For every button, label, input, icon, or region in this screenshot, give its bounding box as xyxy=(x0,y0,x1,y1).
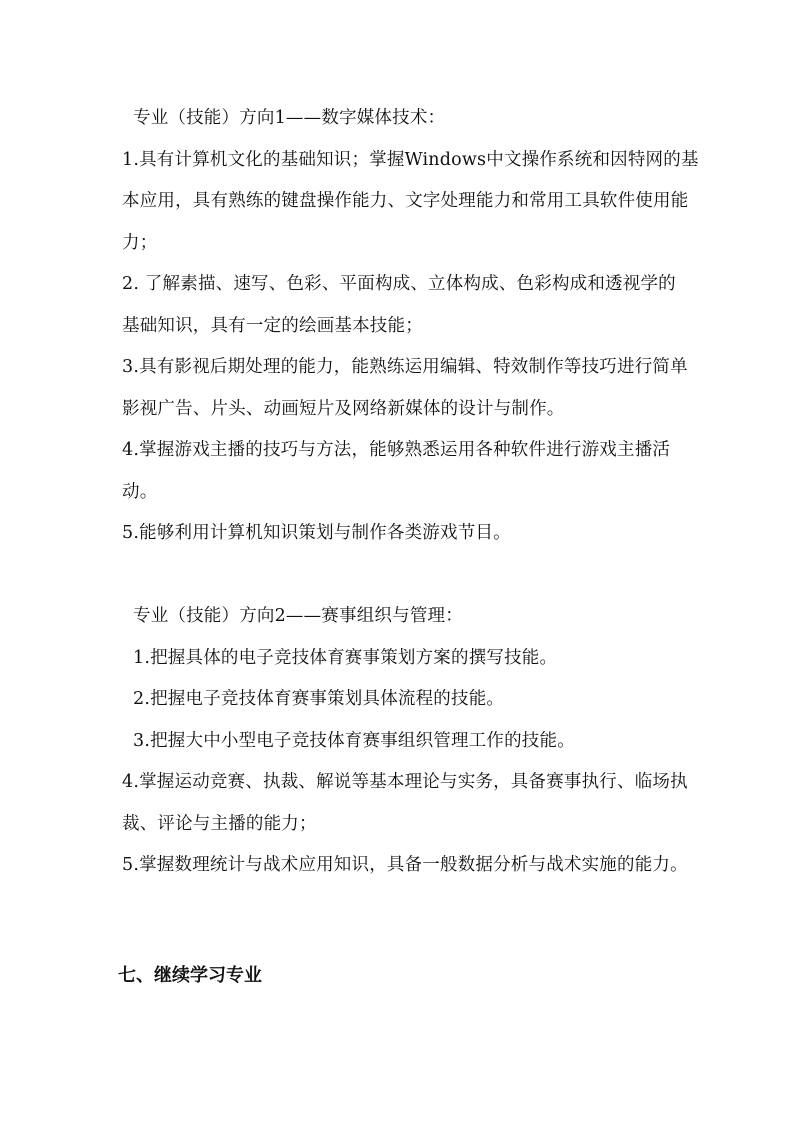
section2-item3-line1: 3.把握大中小型电子竞技体育赛事组织管理工作的技能。 xyxy=(133,731,575,751)
section1-item1-line1: 1.具有计算机文化的基础知识；掌握Windows中文操作系统和因特网的基 xyxy=(122,150,699,170)
section2-title: 专业（技能）方向2——赛事组织与管理： xyxy=(133,606,463,626)
section1-title: 专业（技能）方向1——数字媒体技术： xyxy=(133,108,446,128)
section2-item4-line2: 裁、评论与主播的能力； xyxy=(122,814,317,834)
section1-item3-line2: 影视广告、片头、动画短片及网络新媒体的设计与制作。 xyxy=(122,399,565,419)
section2-item2-line1: 2.把握电子竞技体育赛事策划具体流程的技能。 xyxy=(133,689,505,709)
section1-item3-line1: 3.具有影视后期处理的能力，能熟练运用编辑、特效制作等技巧进行简单 xyxy=(122,357,688,377)
section1-item5-line1: 5.能够利用计算机知识策划与制作各类游戏节目。 xyxy=(122,523,511,543)
section1-item1-line3: 力； xyxy=(122,233,158,253)
section2-item4-line1: 4.掌握运动竞赛、执裁、解说等基本理论与实务，具备赛事执行、临场执 xyxy=(122,772,688,792)
section2-item1-line1: 1.把握具体的电子竞技体育赛事策划方案的撰写技能。 xyxy=(133,648,558,668)
section1-item4-line1: 4.掌握游戏主播的技巧与方法，能够熟悉运用各种软件进行游戏主播活 xyxy=(122,440,671,460)
section2-item5-line1: 5.掌握数理统计与战术应用知识，具备一般数据分析与战术实施的能力。 xyxy=(122,855,688,875)
section1-item1-line2: 本应用，具有熟练的键盘操作能力、文字处理能力和常用工具软件使用能 xyxy=(122,191,689,211)
section1-item4-line2: 动。 xyxy=(122,482,158,502)
section1-item2-line1: 2. 了解素描、速写、色彩、平面构成、立体构成、色彩构成和透视学的 xyxy=(122,274,676,294)
section3-heading: 七、继续学习专业 xyxy=(118,965,262,986)
section1-item2-line2: 基础知识，具有一定的绘画基本技能； xyxy=(122,316,423,336)
